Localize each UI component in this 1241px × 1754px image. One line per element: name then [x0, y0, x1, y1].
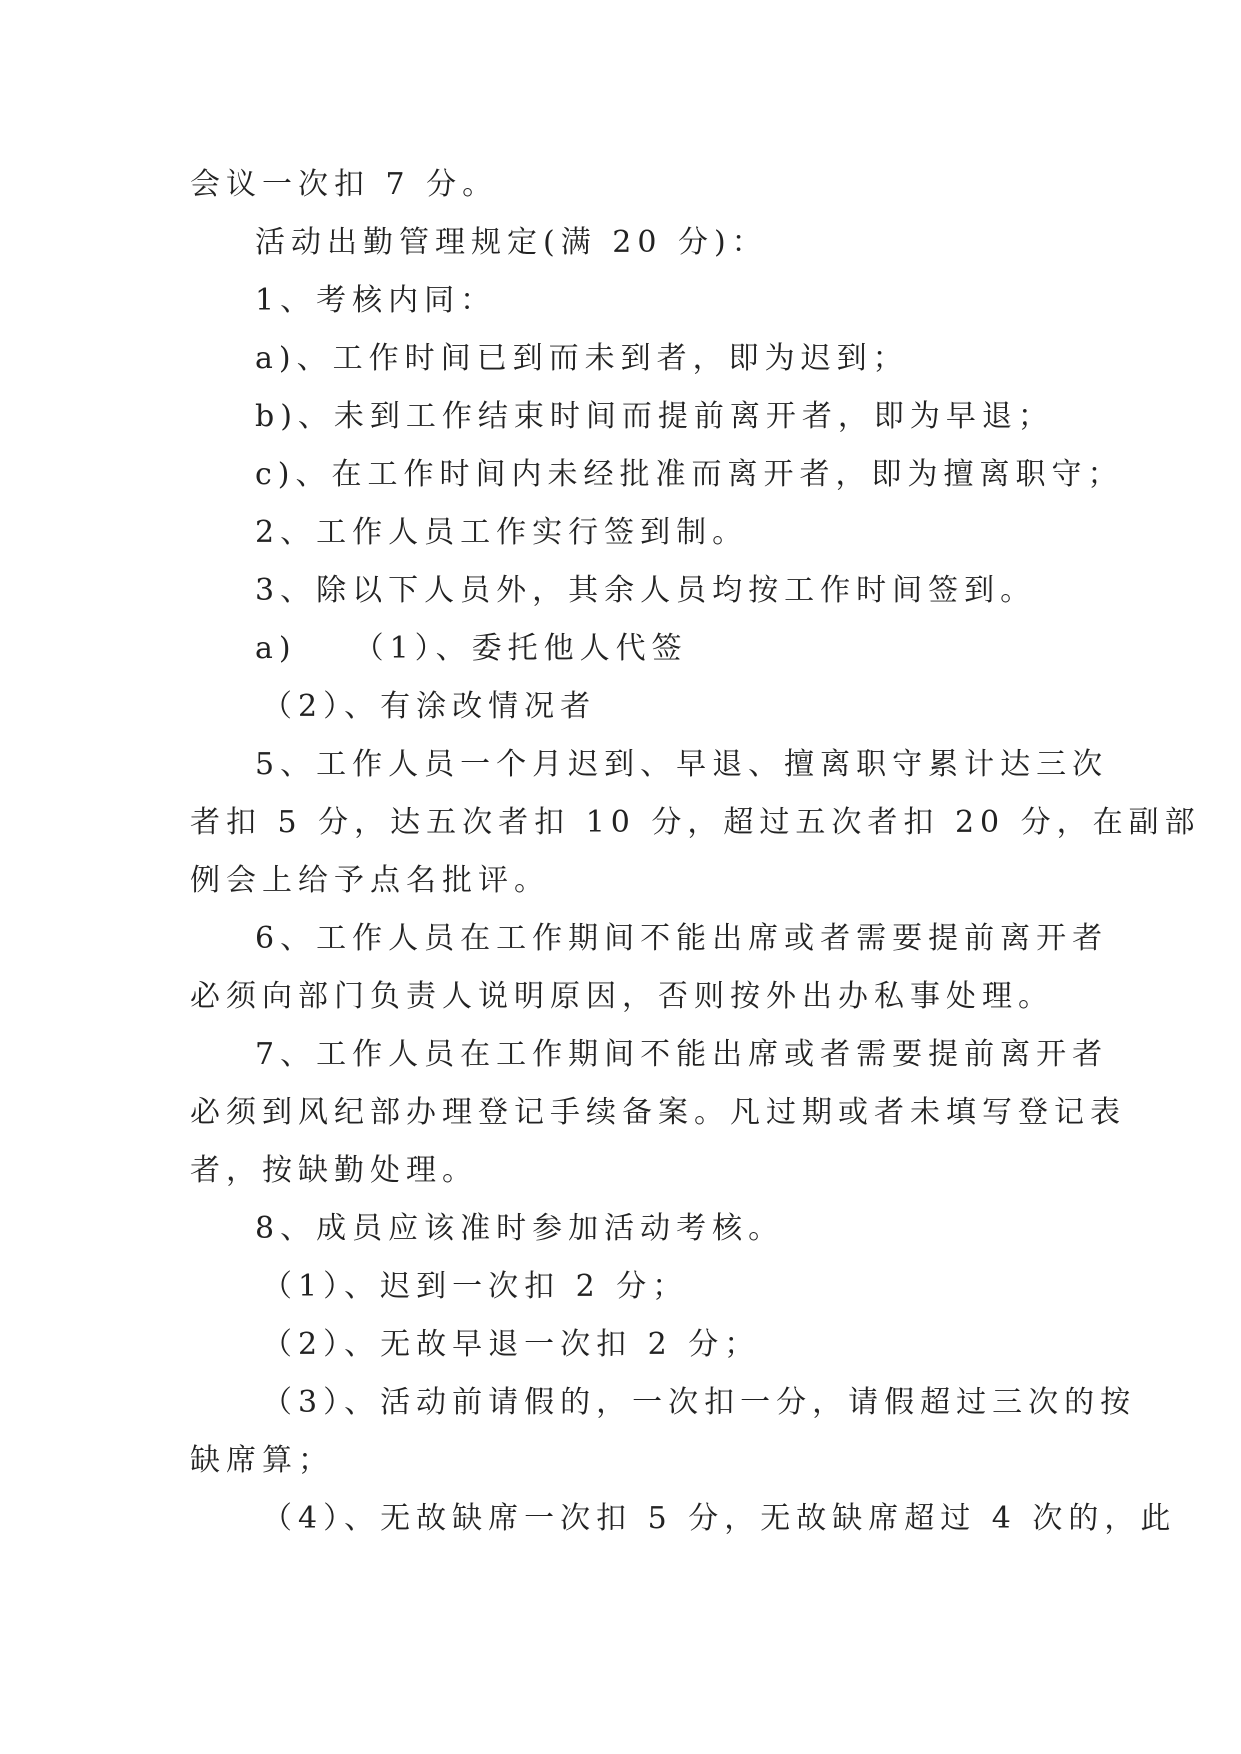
text-line: 2、工作人员工作实行签到制。 — [255, 515, 749, 550]
text-line: c)、在工作时间内未经批准而离开者，即为擅离职守； — [255, 457, 1124, 492]
text-line: 6、工作人员在工作期间不能出席或者需要提前离开者 — [255, 921, 1109, 956]
text-line: 者扣 5 分，达五次者扣 10 分，超过五次者扣 20 分，在副部 — [190, 805, 1201, 840]
text-line: 者，按缺勤处理。 — [190, 1153, 478, 1188]
text-line: （1）、迟到一次扣 2 分； — [262, 1269, 689, 1304]
text-line: 7、工作人员在工作期间不能出席或者需要提前离开者 — [255, 1037, 1109, 1072]
text-line: 3、除以下人员外，其余人员均按工作时间签到。 — [255, 573, 1037, 608]
text-line: （3）、活动前请假的，一次扣一分，请假超过三次的按 — [262, 1385, 1137, 1420]
text-line: 1、考核内同： — [255, 283, 497, 318]
text-line: 8、成员应该准时参加活动考核。 — [255, 1211, 785, 1246]
text-line: （4）、无故缺席一次扣 5 分，无故缺席超过 4 次的，此 — [262, 1501, 1177, 1536]
text-line: 例会上给予点名批评。 — [190, 863, 550, 898]
text-line: （2）、有涂改情况者 — [262, 689, 597, 724]
text-line: 活动出勤管理规定(满 20 分)： — [255, 225, 768, 260]
text-line: 5、工作人员一个月迟到、早退、擅离职守累计达三次 — [255, 747, 1109, 782]
text-line: a) （1）、委托他人代签 — [255, 631, 688, 666]
text-line: a)、工作时间已到而未到者，即为迟到； — [255, 341, 909, 376]
text-line: （2）、无故早退一次扣 2 分； — [262, 1327, 761, 1362]
text-line: 缺席算； — [190, 1443, 334, 1478]
text-line: b)、未到工作结束时间而提前离开者，即为早退； — [255, 399, 1054, 434]
text-line: 必须向部门负责人说明原因，否则按外出办私事处理。 — [190, 979, 1054, 1014]
text-line: 会议一次扣 7 分。 — [190, 167, 499, 202]
text-line: 必须到风纪部办理登记手续备案。凡过期或者未填写登记表 — [190, 1095, 1126, 1130]
